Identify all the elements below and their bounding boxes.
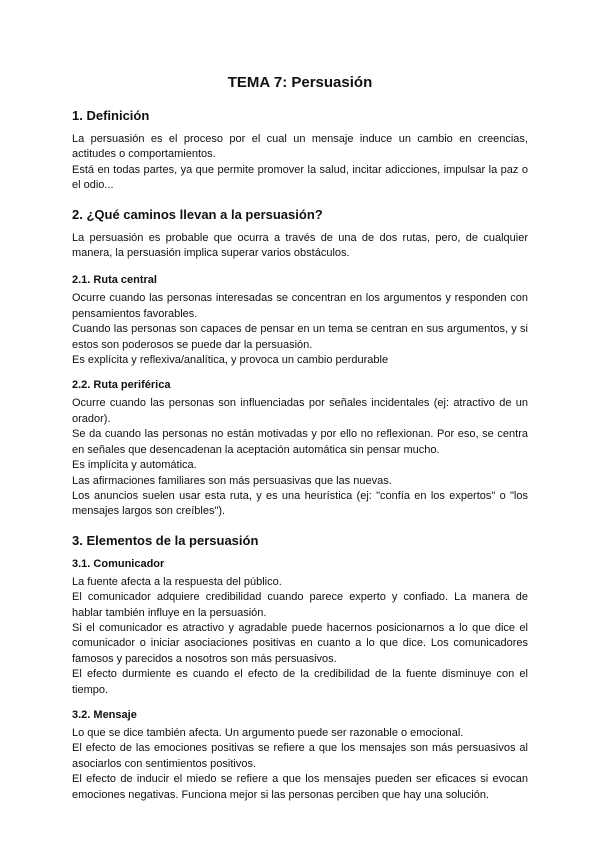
subsection-mensaje	[72, 708, 528, 803]
paragraph: Ocurre cuando las personas interesadas se concentran en los argumentos y responden con pensamientos favorables.	[72, 292, 528, 320]
paragraph: La fuente afecta a la respuesta del público.	[72, 575, 282, 588]
paragraph: Cuando las personas son capaces de pensar en un tema se centran en sus argumentos, y si estos son poderosos se puede dar la persuasión.	[72, 323, 528, 351]
section-heading: 2. ¿Qué caminos llevan a la persuasión?	[72, 206, 323, 222]
paragraph: El comunicador adquiere credibilidad cuando parece experto y confiado. La manera de hablar también influye en la persuasión.	[72, 591, 528, 619]
paragraph: Es explícita y reflexiva/analítica, y provoca un cambio perdurable	[72, 354, 389, 367]
paragraph: Ocurre cuando las personas son influenciadas por señales incidentales (ej: atractivo de un orador).	[72, 397, 528, 425]
paragraph: La persuasión es el proceso por el cual un mensaje induce un cambio en creencias, actitudes o comportamientos.	[72, 133, 528, 161]
paragraph: Los anuncios suelen usar esta ruta, y es una heurística (ej: "confía en los expertos" o "los mensajes largos son creíbles").	[72, 489, 528, 518]
paragraph: La persuasión es probable que ocurra a través de una de dos rutas, pero, de cualquier manera, la persuasión implica superar varios obstáculos.	[72, 231, 528, 260]
subsection-heading: 3.2. Mensaje	[72, 708, 137, 721]
paragraph: Es implícita y automática.	[72, 459, 197, 472]
subsection-ruta-periferica	[72, 378, 528, 519]
section-heading: 3. Elementos de la persuasión	[72, 532, 259, 548]
paragraph: Lo que se dice también afecta. Un argumento puede ser razonable o emocional.	[72, 726, 464, 739]
section-caminos	[72, 207, 528, 520]
paragraph: El efecto de las emociones positivas se refiere a que los mensajes son más persuasivos al asociarlos con sentimientos positivos.	[72, 742, 528, 770]
paragraph: Las afirmaciones familiares son más persuasivas que las nuevas.	[72, 474, 392, 487]
subsection-ruta-central	[72, 273, 528, 368]
subsection-heading: 2.2. Ruta periférica	[72, 379, 171, 392]
paragraph: El efecto de inducir el miedo se refiere a que los mensajes pueden ser eficaces si evocan emociones negativas. Funciona mejor si las personas perciben que hay una solución.	[72, 773, 528, 801]
paragraph: Está en todas partes, ya que permite promover la salud, incitar adicciones, impulsar la paz o el odio...	[72, 163, 528, 192]
subsection-comunicador	[72, 557, 528, 698]
subsection-heading: 3.1. Comunicador	[72, 557, 165, 570]
paragraph: El efecto durmiente es cuando el efecto de la credibilidad de la fuente disminuye con el tiempo.	[72, 668, 528, 696]
section-elementos	[72, 533, 528, 803]
section-heading: 1. Definición	[72, 108, 150, 123]
paragraph: Si el comunicador es atractivo y agradable puede hacernos posicionarnos a lo que dice el comunicador o iniciar asociaciones positivas en cuanto a lo que dice. Los comunicadores famosos y parecidos a nosotros son más persuasivos.	[72, 621, 528, 665]
subsection-heading: 2.1. Ruta central	[72, 274, 157, 287]
paragraph: Se da cuando las personas no están motivadas y por ello no reflexionan. Por eso, se centra en señales que desencadenan la aceptación automática sin pensar mucho.	[72, 428, 528, 456]
section-definicion	[72, 108, 528, 194]
document-title: TEMA 7: Persuasión	[227, 74, 373, 91]
